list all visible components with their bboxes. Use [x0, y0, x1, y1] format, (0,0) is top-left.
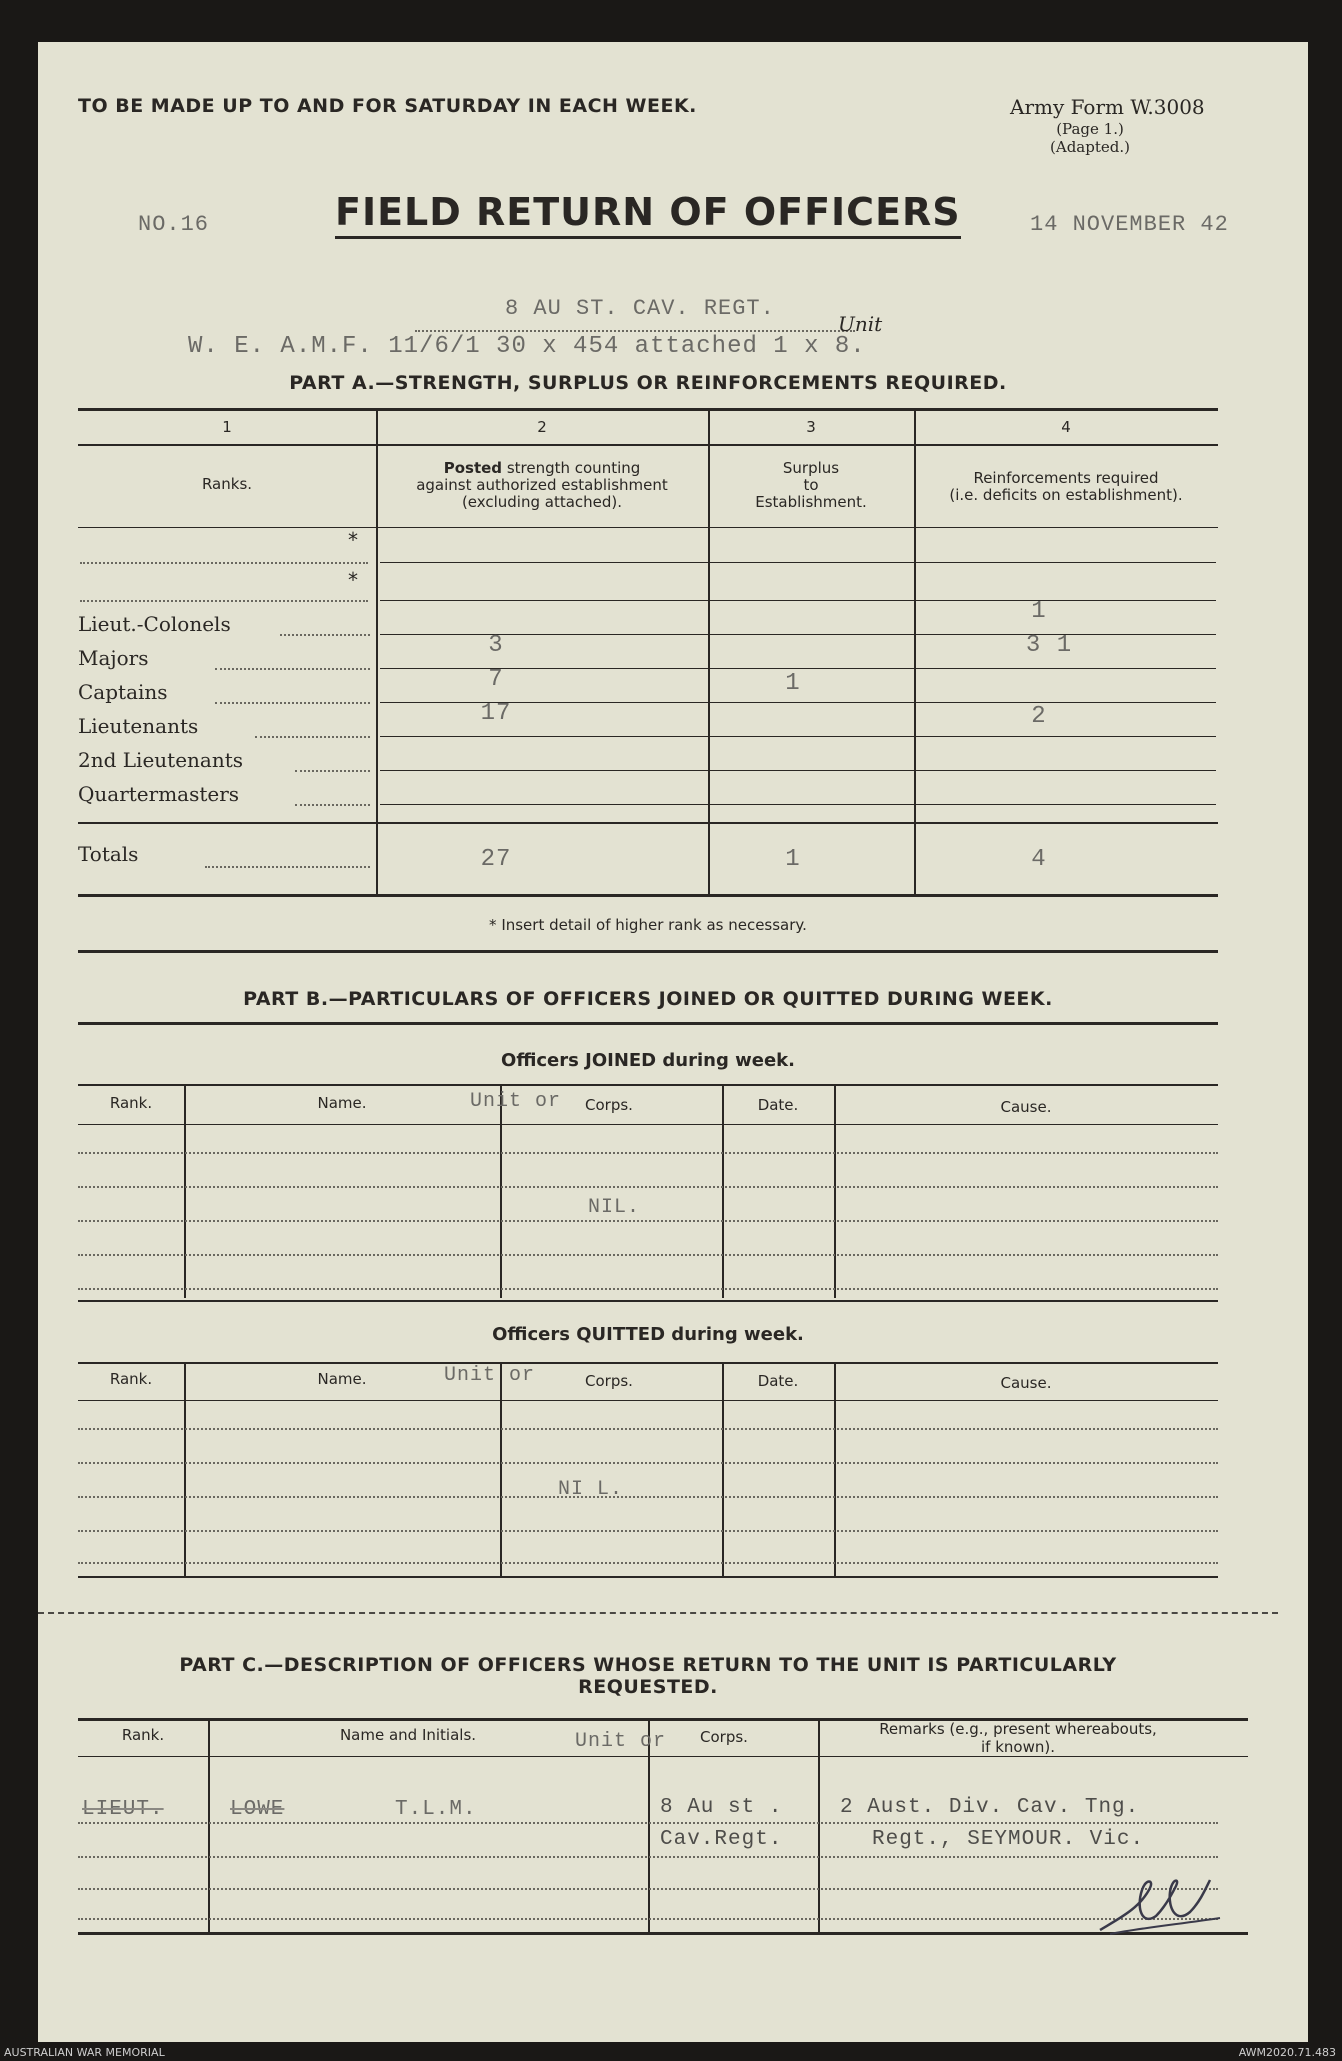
surplus-header-line1: Surplus [782, 459, 840, 477]
quitted-row-line [78, 1530, 1218, 1532]
quitted-row-line [78, 1428, 1218, 1430]
quitted-unit-typed: Unit or [444, 1364, 536, 1387]
form-adapted: (Adapted.) [1050, 138, 1130, 156]
remarks-line2: if known). [981, 1738, 1055, 1756]
quitted-row-line [78, 1462, 1218, 1464]
posted-header [376, 460, 708, 511]
part-c-title-line2: REQUESTED. [578, 1676, 718, 1698]
posted-header-rest: strength counting [506, 459, 641, 477]
row-rule [380, 736, 1216, 737]
rank-leader [295, 770, 370, 772]
quitted-col-date: Date. [757, 1372, 799, 1390]
part-c-title-line1: PART C.—DESCRIPTION OF OFFICERS WHOSE RETURN TO THE UNIT IS PARTICULARLY [179, 1654, 1117, 1676]
reinforcements-header [914, 470, 1218, 504]
quitted-col-divider [500, 1364, 502, 1576]
return-number: NO.16 [138, 212, 210, 237]
quitted-col-divider [722, 1364, 724, 1576]
col-number: 1 [222, 418, 232, 436]
joined-header-rule [78, 1084, 1218, 1086]
part-b-title: PART B.—PARTICULARS OF OFFICERS JOINED OR QUITTED DURING WEEK. [243, 988, 1053, 1010]
signature-image [1080, 1868, 1240, 1938]
rank-label: 2nd Lieutenants [78, 748, 244, 772]
reinf-value: 1 [1031, 598, 1047, 625]
row-rule [380, 804, 1216, 805]
joined-col-divider [184, 1086, 186, 1298]
quitted-row-line [78, 1496, 1218, 1498]
part-c-col-corps: Corps. [700, 1728, 748, 1746]
reinf-total: 4 [1031, 846, 1047, 873]
rank-label: Lieutenants [78, 714, 199, 738]
joined-col-divider [834, 1086, 836, 1298]
quitted-row-line [78, 1562, 1218, 1564]
joined-col-rank: Rank. [109, 1094, 153, 1112]
joined-row-line [78, 1220, 1218, 1222]
part-a-end-rule [78, 950, 1218, 953]
joined-header-bottom [78, 1124, 1218, 1125]
joined-row-line [78, 1186, 1218, 1188]
entry-remarks-line2: Regt., SEYMOUR. Vic. [872, 1828, 1145, 1851]
joined-col-corps: Corps. [585, 1096, 633, 1114]
totals-top-rule [78, 822, 1218, 824]
joined-row-line [78, 1288, 1218, 1290]
totals-leader [205, 866, 370, 868]
part-c-row-line [78, 1856, 1218, 1858]
col-number: 4 [1061, 418, 1071, 436]
star-row-line [80, 562, 368, 564]
posted-total: 27 [480, 846, 512, 873]
rank-label: Majors [78, 646, 149, 670]
joined-title: Officers JOINED during week. [501, 1050, 795, 1071]
posted-header-line3: (excluding attached). [461, 493, 623, 511]
rank-label: Captains [78, 680, 168, 704]
reinf-value: 2 [1031, 703, 1047, 730]
surplus-value: 1 [785, 670, 801, 697]
posted-value: 17 [480, 700, 512, 727]
quitted-header-rule [78, 1362, 1218, 1364]
posted-header-bold: Posted [443, 459, 503, 477]
quitted-col-corps: Corps. [585, 1372, 633, 1390]
entry-rank: LIEUT. [82, 1798, 164, 1821]
rank-label: Lieut.-Colonels [78, 612, 231, 636]
rank-leader [215, 702, 370, 704]
unit-value: 8 AU ST. CAV. REGT. [505, 296, 775, 321]
rank-leader [215, 668, 370, 670]
star-row-line [80, 600, 368, 602]
unit-label: Unit [838, 312, 883, 336]
joined-entry: NIL. [588, 1196, 641, 1219]
entry-initials: T.L.M. [395, 1798, 477, 1821]
part-c-col-remarks [818, 1720, 1218, 1756]
posted-value: 7 [488, 666, 504, 693]
col-number-rule [78, 444, 1218, 446]
surplus-header [708, 460, 914, 511]
entry-surname: LOWE [230, 1798, 285, 1821]
joined-col-cause: Cause. [1000, 1098, 1052, 1116]
return-date: 14 NOVEMBER 42 [1030, 212, 1229, 237]
quitted-col-rank: Rank. [109, 1370, 153, 1388]
quitted-col-divider [184, 1364, 186, 1576]
part-c-header-bottom [78, 1756, 1248, 1757]
col-number: 3 [806, 418, 816, 436]
part-a-top-rule [78, 408, 1218, 411]
posted-value: 3 [488, 632, 504, 659]
joined-col-divider [722, 1086, 724, 1298]
part-a-bottom-rule [78, 894, 1218, 897]
part-c-col-rank: Rank. [121, 1726, 165, 1744]
we-line: W. E. A.M.F. 11/6/1 30 x 454 attached 1 x 8. [188, 333, 866, 360]
quitted-header-bottom [78, 1400, 1218, 1401]
instruction-text: TO BE MADE UP TO AND FOR SATURDAY IN EACH WEEK. [78, 95, 697, 117]
rank-label: Quartermasters [78, 782, 240, 806]
totals-label: Totals [78, 842, 139, 866]
joined-col-divider [500, 1086, 502, 1298]
rank-leader [255, 736, 370, 738]
footer-right: AWM2020.71.483 [1238, 2046, 1336, 2059]
star-marker: * [348, 528, 358, 552]
part-c-unit-typed: Unit or [575, 1730, 667, 1753]
cut-line [38, 1612, 1278, 1614]
col-number: 2 [537, 418, 547, 436]
surplus-total: 1 [785, 846, 801, 873]
part-c-row-line [78, 1918, 1218, 1920]
reinforcements-header-line2: (i.e. deficits on establishment). [949, 486, 1183, 504]
surplus-header-line2: to [803, 476, 819, 494]
part-c-col-divider [208, 1720, 210, 1932]
part-b-top-rule [78, 1022, 1218, 1025]
joined-unit-typed: Unit or [470, 1090, 562, 1113]
quitted-col-cause: Cause. [1000, 1374, 1052, 1392]
quitted-col-name: Name. [317, 1370, 367, 1388]
quitted-title: Officers QUITTED during week. [492, 1324, 804, 1345]
ranks-header: Ranks. [201, 475, 253, 493]
footnote: * Insert detail of higher rank as necessary. [489, 916, 807, 934]
entry-unit-line1: 8 Au st . [660, 1796, 783, 1819]
reinf-value: 3 1 [1025, 632, 1073, 659]
row-rule [380, 770, 1216, 771]
entry-remarks-line1: 2 Aust. Div. Cav. Tng. [840, 1796, 1140, 1819]
part-c-row-line [78, 1888, 1218, 1890]
joined-row-line [78, 1152, 1218, 1154]
page-title: FIELD RETURN OF OFFICERS [335, 190, 961, 239]
form-page: (Page 1.) [1056, 120, 1124, 138]
part-c-row-line [78, 1822, 1218, 1824]
part-c-title [78, 1654, 1218, 1698]
joined-bottom-rule [78, 1300, 1218, 1302]
star-marker: * [348, 568, 358, 592]
joined-col-name: Name. [317, 1094, 367, 1112]
quitted-col-divider [834, 1364, 836, 1576]
entry-unit-line2: Cav.Regt. [660, 1828, 783, 1851]
footer-left: AUSTRALIAN WAR MEMORIAL [4, 2046, 165, 2059]
part-c-col-name: Name and Initials. [339, 1726, 477, 1744]
rank-leader [295, 804, 370, 806]
reinforcements-header-line1: Reinforcements required [973, 469, 1159, 487]
surplus-header-line3: Establishment. [755, 493, 867, 511]
joined-row-line [78, 1254, 1218, 1256]
rank-leader [280, 634, 370, 636]
row-rule [380, 562, 1216, 563]
quitted-bottom-rule [78, 1576, 1218, 1578]
part-a-title: PART A.—STRENGTH, SURPLUS OR REINFORCEMENTS REQUIRED. [289, 372, 1007, 394]
quitted-entry: NI L. [558, 1478, 624, 1501]
part-c-bottom-rule [78, 1932, 1248, 1935]
unit-underline [415, 330, 855, 332]
header-bottom-rule [78, 527, 1218, 528]
posted-header-line2: against authorized establishment [416, 476, 668, 494]
form-number: Army Form W.3008 [1010, 95, 1205, 119]
remarks-line1: Remarks (e.g., present whereabouts, [879, 1720, 1157, 1738]
joined-col-date: Date. [757, 1096, 799, 1114]
